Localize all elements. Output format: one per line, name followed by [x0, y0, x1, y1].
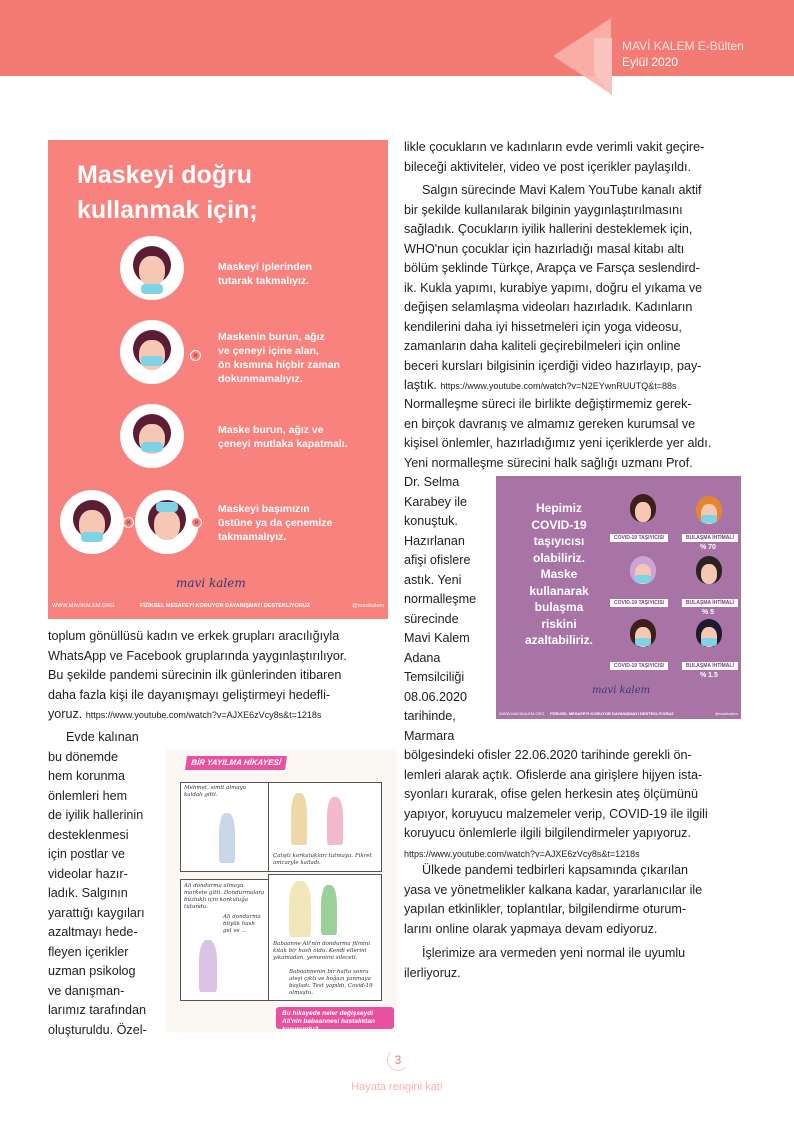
woman-face-icon [120, 320, 184, 384]
poster-title-line1: Maskeyi doğru [77, 161, 253, 189]
person-icon [692, 619, 726, 653]
left-paragraph-2: Evde kalınan bu dönemde hem korunma önlemleri hem de iyilik hallerinin desteklenmesi için postlar ve videolar hazır- ladık. Salgının yarattığı kaygıları azaltmayı hede- fleyen içerikler uzman psikolog ve danışman- larımız tarafından oluşturuldu. Özel- [48, 730, 147, 1037]
youtube-link[interactable]: https://www.youtube.com/watch?v=AJXE6zVcy8s&t=1218s [85, 710, 322, 720]
risk-value: % 5 [702, 609, 715, 616]
wrong-icon: × [190, 350, 201, 361]
poster-title-line2: kullanmak için; [77, 196, 258, 224]
newsletter-brand [622, 38, 744, 70]
sketch-figure [321, 885, 337, 935]
brand-title: MAVİ KALEM E-Bülten [622, 39, 744, 53]
right-paragraph-3-cont: bölgesindeki ofisler 22.06.2020 tarihinde gerekli ön- lemleri alarak açtık. Ofislerde ana girişlere hijyen ista- syonları kurarak, ofise gelen herkesin ateş ölçümünü yapıyor, koruyucu malzemeler verip, COVID-19 ile ilgili koruyucu önlemlerle ilgili bilgilendirmeler yapıyoruz. https://www.youtube.com/watch?v=AJXE6zVcy8s&t=1218s [404, 748, 708, 859]
issue-date: Eylül 2020 [622, 55, 679, 69]
sketch-figure [199, 940, 217, 992]
tip-1: Maskeyi iplerinden tutarak takmalıyız. [218, 261, 312, 287]
comic-panel: Mehmet, simit almaya kaldalı gitti. [180, 782, 270, 872]
risk-value: % 70 [700, 544, 716, 551]
tip-2: Maskenin burun, ağız ve çeneyi içine alan, ön kısmına hiçbir zaman dokunmamalıyız. [218, 331, 340, 385]
tip-4: Maskeyi başımızın üstüne ya da çenemize takmamalıyız. [218, 503, 333, 543]
wrong-icon: × [191, 517, 202, 528]
youtube-link[interactable]: https://www.youtube.com/watch?v=AJXE6zVcy8s&t=1218s [404, 848, 640, 859]
poster-footer-strip: WWW.MAVIKALEM.ORG FİZİKSEL MESAFEYİ KORUYOR DAYANIŞMAYI DESTEKLİYORUZ @mavikalem [499, 711, 738, 716]
left-paragraph-1: toplum gönüllüsü kadın ve erkek grupları aracılığıyla WhatsApp ve Facebook gruplarında yaygınlaştırılıyor. Bu şekilde pandemi sürecinin ilk günlerinden itibaren daha fazla kişi ile dayanışmayı geliştirmeyi hedefli- yoruz. https://www.youtube.com/watch?v=AJXE6zVcy8s&t=1218s [48, 629, 347, 721]
comic-banner: BİR YAYILMA HİKAYESİ [185, 756, 287, 770]
mavi-kalem-logo: mavi kalem [176, 576, 246, 590]
carrier-person-icon [626, 556, 660, 590]
wrong-icon: × [123, 517, 134, 528]
covid-carrier-poster [496, 476, 741, 719]
poster-handle: @mavikalem [352, 603, 384, 609]
right-paragraph-5: İşlerimize ara vermeden yeni normal ile uyumlu ilerliyoruz. [404, 946, 686, 980]
carrier-label: COVID-19 TAŞIYICISI [610, 662, 668, 670]
comic-panel: Çalıştı korkulukları tutmaya. Fikret amcaryle kalladı. [268, 782, 382, 872]
youtube-link[interactable]: https://www.youtube.com/watch?v=N2EYwnRUUTQ&t=88s [440, 381, 677, 391]
carrier-person-icon [626, 619, 660, 653]
page-number: 3 [387, 1049, 409, 1071]
risk-label: BULAŞMA İHTİMALİ [682, 599, 738, 607]
person-icon [692, 556, 726, 590]
right-paragraph-2: Salgın sürecinde Mavi Kalem YouTube kanalı aktif bir şekilde kullanılarak bilginin yaygınlaştırılmasını sağladık. Çocukların iyilik hallerini desteklemek için, WHO'nun çocuklar için hazırladığı masal kitabı altı bölüm şeklinde Türkçe, Arapça ve Farsça seslendird- ik. Kukla yapımı, kurabiye yapımı, doğru el yıkama ve değişen selamlaşma videoları hazırladık. Kadınların kendilerini daha iyi hissetmeleri için yoga videosu, zamanların daha kaliteli geçirebilmeleri için online beceri kursları bilgisinin içerdiği video hazırlayıp, pay- laştık. https://www.youtube.com/watch?v=N2EYwnRUUTQ&t=88s [404, 183, 703, 392]
covid-poster-title: Hepimiz COVID-19 taşıyıcısı olabiliriz. Maske kullanarak bulaşma riskini azaltabiliriz. [524, 501, 594, 647]
mavi-kalem-logo: mavi kalem [592, 685, 651, 696]
carrier-person-icon [626, 494, 660, 528]
right-paragraph-1: likle çocukların ve kadınların evde verimli vakit geçire- bileceği aktiviteler, video ve post içerikler paylaşıldı. [404, 140, 705, 174]
right-paragraph-4: Ülkede pandemi tedbirleri kapsamında çıkarılan yasa ve yönetmelikler kalkana kadar, yararlanıcılar ile yapılan etkinlikler, toplantılar, bilgilendirme oturum- larını online olarak yapmaya devam ediyoruz. [404, 863, 703, 936]
woman-face-icon [120, 404, 184, 468]
carrier-label: COVID-19 TAŞIYICISI [610, 534, 668, 542]
risk-label: BULAŞMA İHTİMALİ [682, 662, 738, 670]
risk-value: % 1.5 [700, 672, 718, 679]
woman-face-icon [120, 236, 184, 300]
spread-story-comic [166, 749, 397, 1032]
tip-3: Maske burun, ağız ve çeneyi mutlaka kapatmalı. [218, 424, 348, 450]
woman-face-icon [60, 490, 124, 554]
footer-slogan: Hayata rengini kat! [351, 1081, 443, 1093]
sketch-figure [289, 881, 311, 937]
right-paragraph-3-narrow: Dr. Selma Karabey ile konuştuk. Hazırlanan afişi ofislere astık. Yeni normalleşme sürecinde Mavi Kalem Adana Temsilciliği 08.06.2020 tarihinde, Marmara [404, 475, 477, 743]
sketch-figure [327, 797, 343, 845]
sketch-figure [219, 813, 235, 863]
poster-site: WWW.MAVIKALEM.ORG [52, 603, 115, 609]
comic-panel: Babaanne Ali'nin dondurma filmini kıtak bir hash oldu. Kendi ellerini yıkamadan, yemeniini sileceti. Babaannenin bir hafta sonra ateşi çıktı ve boğazı yanmaya başladı. Test yapıldı, Covid-19 olmuştu. [268, 874, 382, 1001]
poster-title [77, 158, 258, 228]
comic-question-bubble: Bu hikayede neler değişseydi Ali'nin babaannesi hastalıktan korunurdu? [276, 1007, 394, 1029]
carrier-label: COVID-19 TAŞIYICISI [610, 599, 668, 607]
person-icon [692, 496, 726, 530]
sketch-figure [291, 793, 307, 845]
poster-footer-strip [48, 602, 388, 611]
woman-face-icon [135, 490, 199, 554]
header-bar [0, 0, 794, 76]
poster-slogan: FİZİKSEL MESAFEYİ KORUYOR DAYANIŞMAYI DESTEKLİYORUZ [140, 603, 311, 609]
risk-label: BULAŞMA İHTİMALİ [682, 534, 738, 542]
comic-panel: Ali dondurma almaya markete gitti. Dondurmalara buzluklı için korkuluğa tutundu. Ali dondurma büyük hash gel ve ... [180, 879, 270, 1001]
right-paragraph-3: Normalleşme süreci ile birlikte değiştirmemiz gerek- en birçok davranış ve almamız gereken kurumsal ve kişisel önlemler, hazırladığımız yeni içeriklerde yer aldı. Yeni normalleşme sürecini halk sağlığı uzmanı Prof. [404, 397, 712, 470]
mask-usage-poster [48, 140, 388, 619]
